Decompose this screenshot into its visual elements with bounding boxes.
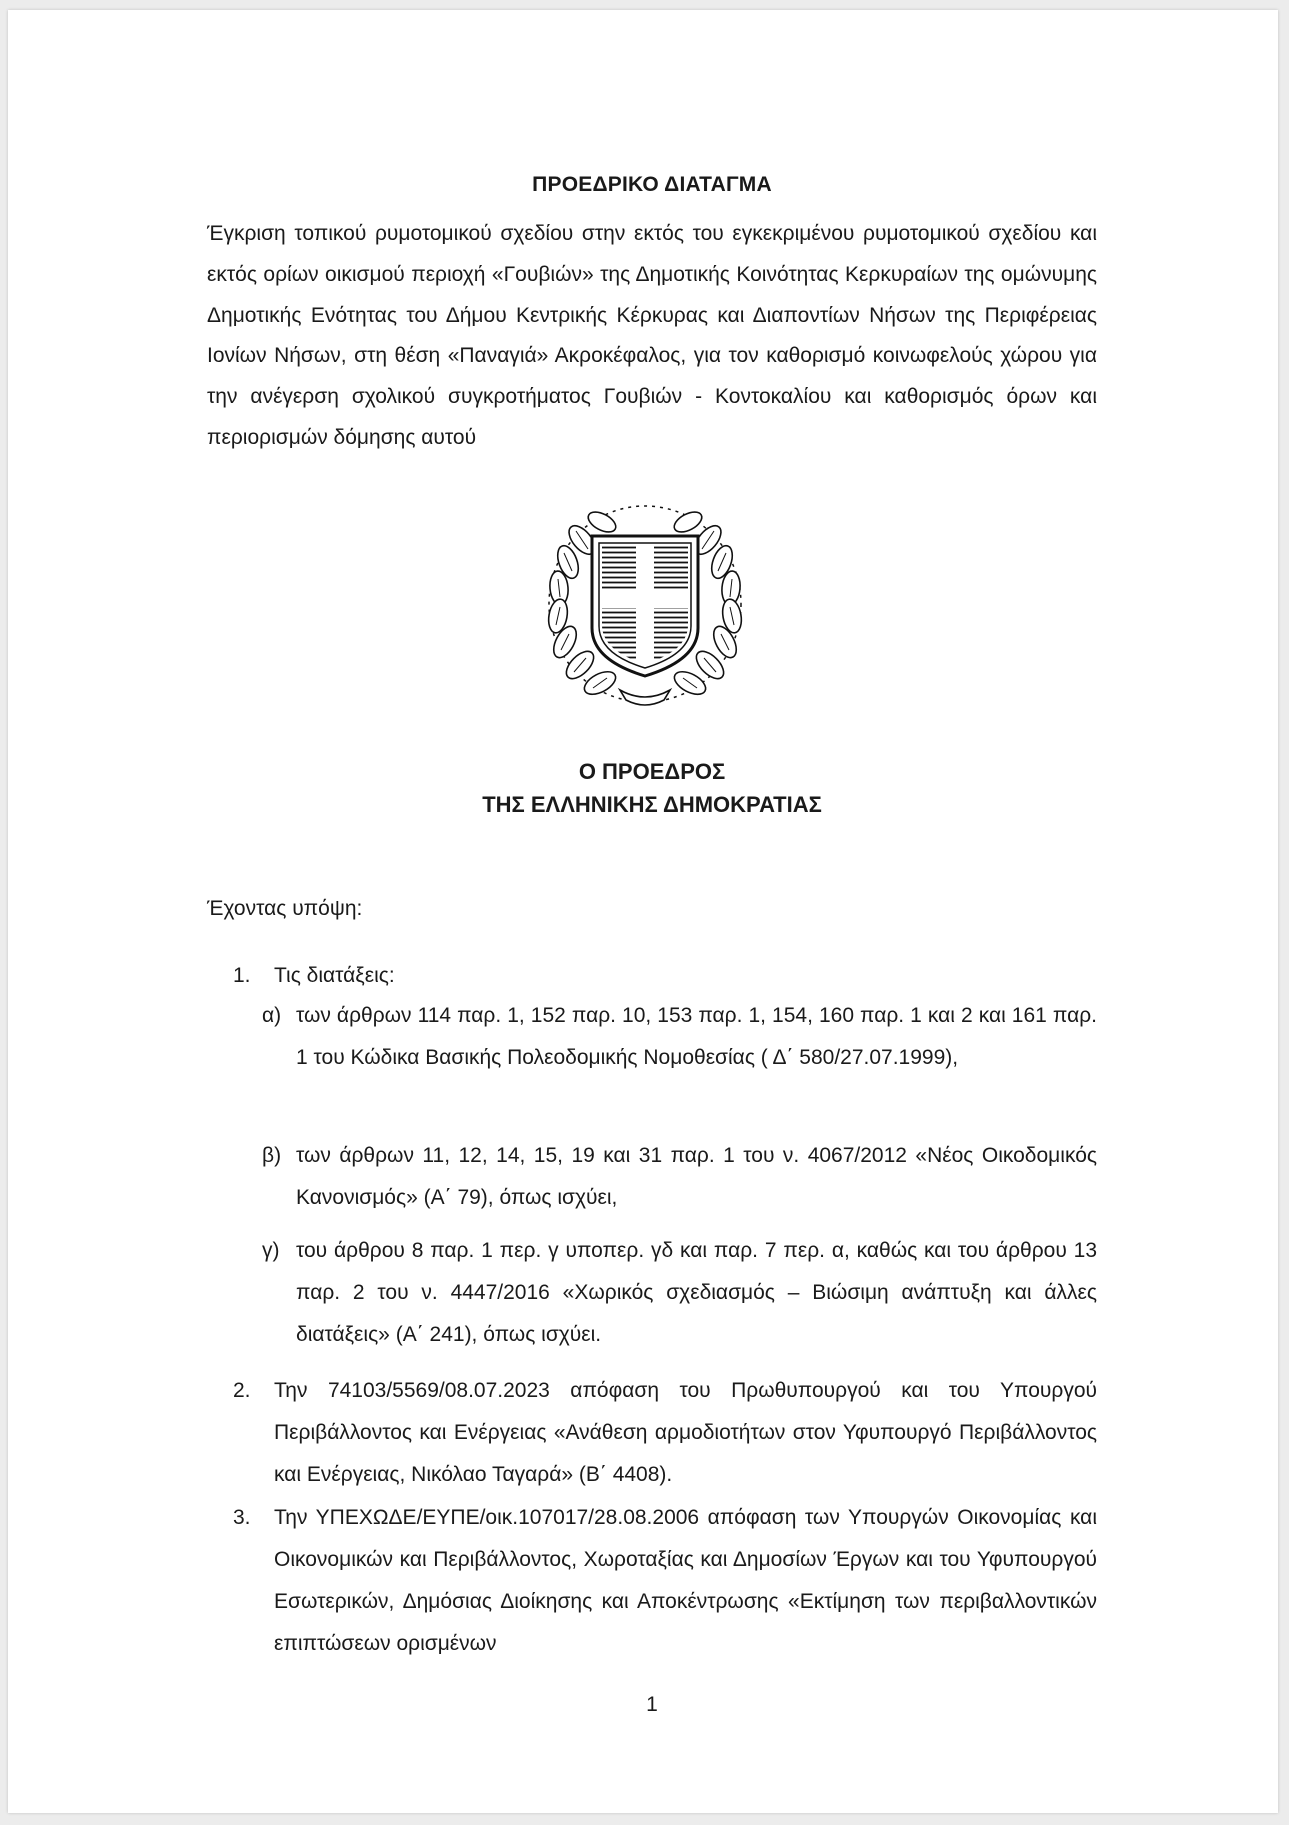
list-item-2: [233, 1370, 1097, 1496]
subitem-b: [262, 1135, 1097, 1219]
considering-intro: Έχοντας υπόψη:: [207, 897, 363, 920]
document-type-title: ΠΡΟΕΔΡΙΚΟ ΔΙΑΤΑΓΜΑ: [532, 173, 772, 196]
list-item-text: Την 74103/5569/08.07.2023 απόφαση του Πρωθυπουργού και του Υπουργού Περιβάλλοντος και Ενέργειας «Ανάθεση αρμοδιοτήτων στον Υφυπουργό Περιβάλλοντος και Ενέργειας, Νικόλαο Ταγαρά» (Β΄ 4408).: [274, 1379, 1097, 1486]
list-item-text: Την ΥΠΕΧΩΔΕ/ΕΥΠΕ/οικ.107017/28.08.2006 απόφαση των Υπουργών Οικονομίας και Οικονομικών και Περιβάλλοντος, Χωροταξίας και Δημοσίων Έργων και του Υφυπουργού Εσωτερικών, Δημόσιας Διοίκησης και Αποκέντρωσης «Εκτίμηση των περιβαλλοντικών επιπτώσεων ορισμένων: [274, 1506, 1097, 1655]
subitem-c: [262, 1230, 1097, 1356]
president-heading-line2: ΤΗΣ ΕΛΛΗΝΙΚΗΣ ΔΗΜΟΚΡΑΤΙΑΣ: [482, 792, 822, 817]
subitem-a: [262, 995, 1097, 1079]
president-heading-line1: Ο ΠΡΟΕΔΡΟΣ: [578, 759, 726, 784]
subitem-text: των άρθρων 11, 12, 14, 15, 19 και 31 παρ. 1 του ν. 4067/2012 «Νέος Οικοδομικός Κανονισμός» (Α΄ 79), όπως ισχύει,: [296, 1144, 1097, 1209]
list-item-3: [233, 1497, 1097, 1665]
list-item-number: 1.: [233, 964, 251, 987]
list-item-text: Τις διατάξεις:: [274, 964, 395, 987]
subitem-letter: β): [262, 1144, 282, 1167]
list-item-number: 2.: [233, 1379, 251, 1402]
subitem-text: των άρθρων 114 παρ. 1, 152 παρ. 10, 153 παρ. 1, 154, 160 παρ. 1 και 2 και 161 παρ. 1 του Κώδικα Βασικής Πολεοδομικής Νομοθεσίας ( Δ΄ 580/27.07.1999),: [296, 1004, 1097, 1069]
list-item-number: 3.: [233, 1506, 251, 1529]
coat-of-arms-icon: [542, 500, 748, 708]
subitem-text: του άρθρου 8 παρ. 1 περ. γ υποπερ. γδ και παρ. 7 περ. α, καθώς και του άρθρου 13 παρ. 2 του ν. 4447/2016 «Χωρικός σχεδιασμός – Βιώσιμη ανάπτυξη και άλλες διατάξεις» (Α΄ 241), όπως ισχύει.: [296, 1239, 1097, 1346]
page-number: 1: [646, 1693, 658, 1716]
subitem-letter: γ): [262, 1239, 280, 1262]
subitem-letter: α): [262, 1004, 282, 1027]
list-item-1: [233, 955, 1097, 997]
document-subject: Έγκριση τοπικού ρυμοτομικού σχεδίου στην εκτός του εγκεκριμένου ρυμοτομικού σχεδίου και εκτός ορίων οικισμού περιοχή «Γουβιών» της Δημοτικής Κοινότητας Κερκυραίων της ομώνυμης Δημοτικής Ενότητας του Δήμου Κεντρικής Κέρκυρας και Διαποντίων Νήσων της Περιφέρειας Ιονίων Νήσων, στη θέση «Παναγιά» Ακροκέφαλος, για τον καθορισμό κοινωφελούς χώρου για την ανέγερση σχολικού συγκροτήματος Γουβιών - Κοντοκαλίου και καθορισμός όρων και περιορισμών δόμησης αυτού: [207, 222, 1097, 449]
document-page: [8, 10, 1278, 1813]
president-heading: [207, 755, 1097, 821]
